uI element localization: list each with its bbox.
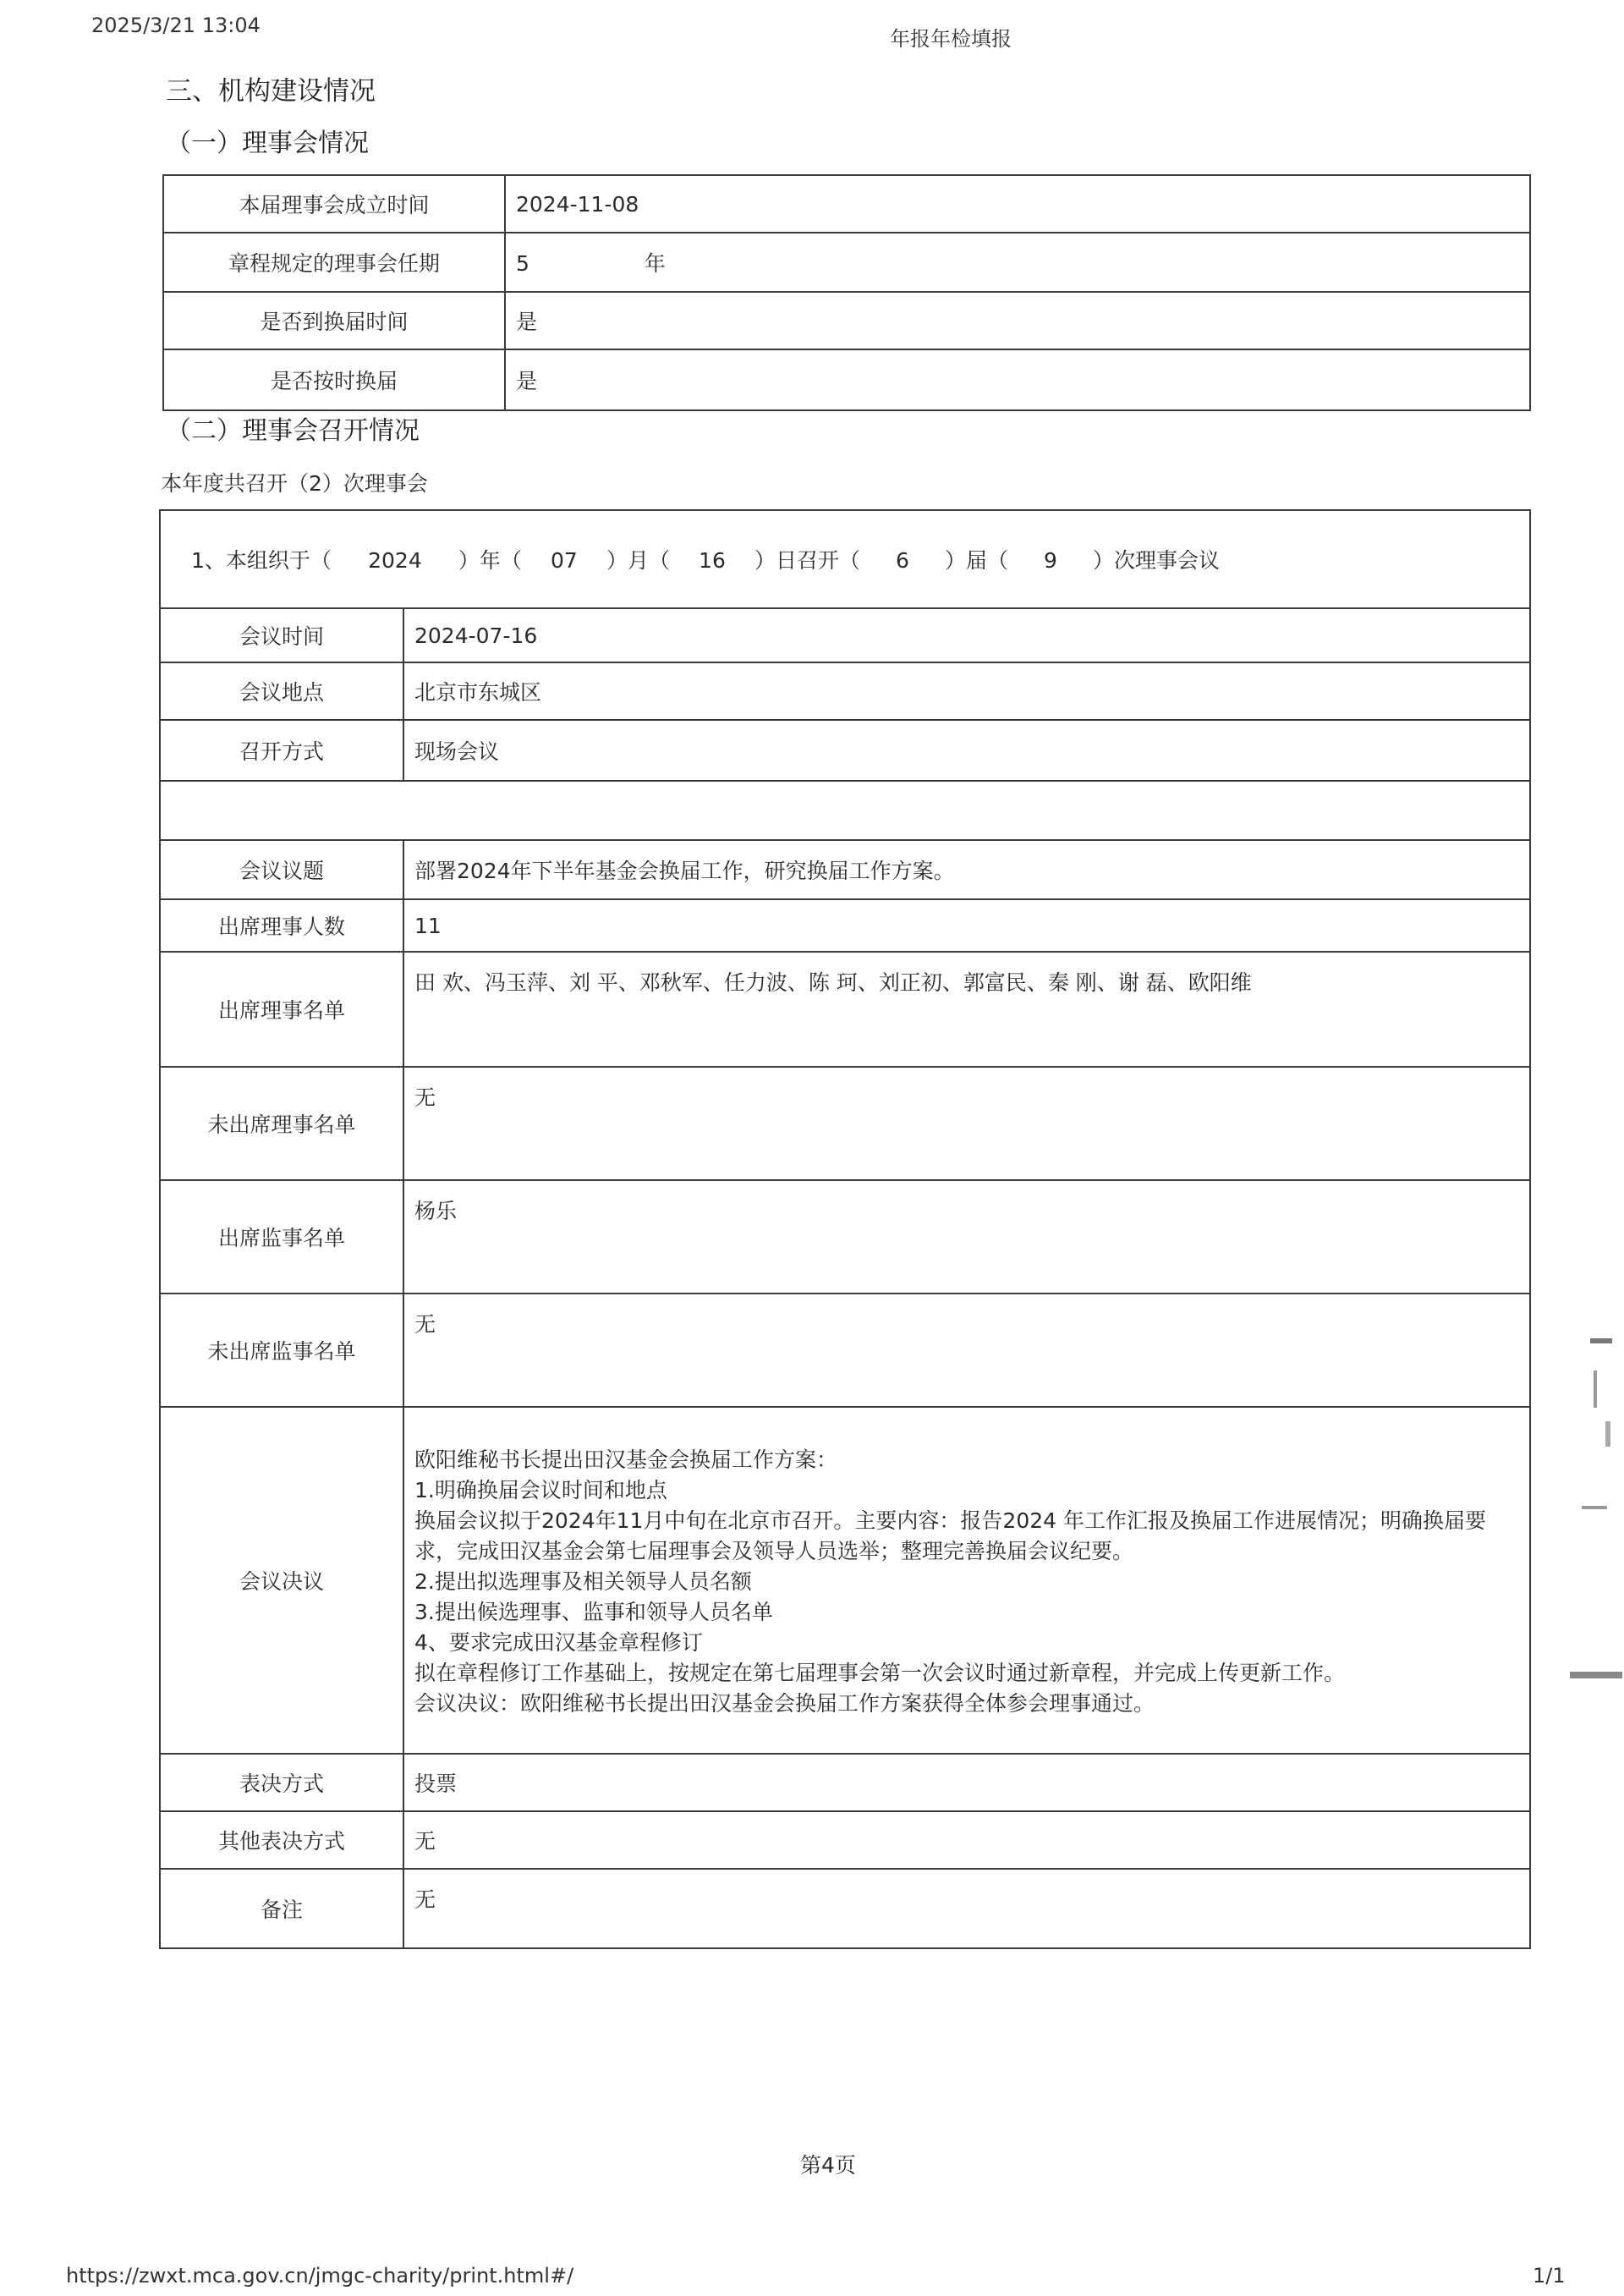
label-other-vote: 其他表决方式 — [160, 1811, 403, 1869]
meeting-number: 9 — [1044, 548, 1057, 573]
resolution-line: 会议决议：欧阳维秘书长提出田汉基金会换届工作方案获得全体参会理事通过。 — [414, 1691, 1155, 1716]
value-attend-list: 田 欢、冯玉萍、刘 平、邓秋军、任力波、陈 珂、刘正初、郭富民、秦 刚、谢 磊、欧阳维 — [403, 952, 1530, 1067]
resolution-line: 3.提出候选理事、监事和领导人员名单 — [414, 1600, 773, 1624]
page-number: 第4页 — [800, 2153, 856, 2178]
row-attend-count — [160, 899, 1530, 952]
meeting-month: 07 — [551, 548, 578, 573]
board-label-due: 是否到换届时间 — [163, 292, 505, 349]
value-other-vote: 无 — [403, 1811, 1530, 1869]
board-label-established: 本届理事会成立时间 — [163, 175, 505, 233]
label-remark: 备注 — [160, 1869, 403, 1948]
meeting-heading-text: ）届（ — [944, 548, 1008, 573]
label-attend-list: 出席理事名单 — [160, 952, 403, 1067]
section-title: 三、机构建设情况 — [166, 76, 376, 107]
resolution-line: 求，完成田汉基金会第七届理事会及领导人员选举；整理完善换届会议纪要。 — [414, 1539, 1134, 1563]
scan-artifact — [1605, 1421, 1610, 1447]
resolution-line: 4、要求完成田汉基金章程修订 — [414, 1630, 703, 1655]
value-meeting-mode: 现场会议 — [403, 720, 1530, 781]
page-header-title: 年报年检填报 — [890, 27, 1012, 51]
label-attend-count: 出席理事人数 — [160, 899, 403, 952]
value-attend-count: 11 — [403, 899, 1530, 952]
value-resolution — [403, 1407, 1530, 1754]
board-label-ontime: 是否按时换届 — [163, 349, 505, 410]
row-vote — [160, 1754, 1530, 1811]
meeting-heading-row — [160, 510, 1530, 608]
board-term-number: 5 — [516, 251, 529, 276]
board-info-table — [162, 174, 1531, 411]
board-row-ontime — [163, 349, 1530, 410]
value-meeting-time: 2024-07-16 — [403, 608, 1530, 662]
board-row-due — [163, 292, 1530, 349]
label-absent-list: 未出席理事名单 — [160, 1067, 403, 1180]
board-term-unit: 年 — [644, 251, 666, 276]
resolution-line: 2.提出拟选理事及相关领导人员名额 — [414, 1569, 752, 1594]
row-remark — [160, 1869, 1530, 1948]
label-meeting-time: 会议时间 — [160, 608, 403, 662]
value-supervisor-list: 杨乐 — [403, 1180, 1530, 1294]
print-page-count: 1/1 — [1533, 2264, 1566, 2288]
meeting-heading — [160, 510, 1530, 608]
meeting-heading-text: ）日召开（ — [754, 548, 860, 573]
label-meeting-topic: 会议议题 — [160, 840, 403, 899]
label-meeting-mode: 召开方式 — [160, 720, 403, 781]
scan-artifact — [1570, 1672, 1622, 1678]
value-vote: 投票 — [403, 1754, 1530, 1811]
resolution-line: 拟在章程修订工作基础上，按规定在第七届理事会第一次会议时通过新章程，并完成上传更新工作。 — [414, 1661, 1346, 1685]
board-value-term — [505, 233, 1530, 292]
meeting-table — [159, 509, 1531, 1949]
row-meeting-time — [160, 608, 1530, 662]
meeting-day: 16 — [699, 548, 726, 573]
print-datetime: 2025/3/21 13:04 — [91, 14, 261, 37]
row-other-vote — [160, 1811, 1530, 1869]
label-supervisor-list: 出席监事名单 — [160, 1180, 403, 1294]
board-value-ontime: 是 — [505, 349, 1530, 410]
value-remark: 无 — [403, 1869, 1530, 1948]
value-absent-supervisor: 无 — [403, 1294, 1530, 1407]
value-absent-list: 无 — [403, 1067, 1530, 1180]
meeting-heading-line — [191, 544, 1519, 574]
meeting-year: 2024 — [368, 548, 422, 573]
subsection-meetings: （二）理事会召开情况 — [166, 416, 420, 446]
label-vote: 表决方式 — [160, 1754, 403, 1811]
value-meeting-topic: 部署2024年下半年基金会换届工作，研究换届工作方案。 — [403, 840, 1530, 899]
row-blank — [160, 781, 1530, 840]
meeting-heading-text: ）次理事会议 — [1092, 548, 1220, 573]
row-meeting-topic — [160, 840, 1530, 899]
scan-artifact — [1594, 1370, 1597, 1408]
blank-cell — [160, 781, 1530, 840]
meeting-count-summary: 本年度共召开（2）次理事会 — [161, 471, 428, 496]
scan-artifact — [1590, 1338, 1612, 1343]
meeting-heading-text: ）年（ — [458, 548, 522, 573]
resolution-line: 欧阳维秘书长提出田汉基金会换届工作方案： — [414, 1447, 838, 1472]
row-meeting-mode — [160, 720, 1530, 781]
board-label-term: 章程规定的理事会任期 — [163, 233, 505, 292]
row-supervisor-list — [160, 1180, 1530, 1294]
row-meeting-place — [160, 662, 1530, 720]
board-value-established: 2024-11-08 — [505, 175, 1530, 233]
resolution-line: 1.明确换届会议时间和地点 — [414, 1478, 667, 1502]
board-value-due: 是 — [505, 292, 1530, 349]
row-attend-list — [160, 952, 1530, 1067]
scan-artifact — [1582, 1506, 1607, 1509]
resolution-line: 换届会议拟于2024年11月中旬在北京市召开。主要内容：报告2024 年工作汇报及换届工作进展情况；明确换届要 — [414, 1508, 1487, 1533]
meeting-heading-text: ）月（ — [606, 548, 670, 573]
print-url: https://zwxt.mca.gov.cn/jmgc-charity/print.html#/ — [66, 2264, 574, 2288]
row-absent-list — [160, 1067, 1530, 1180]
meeting-session: 6 — [896, 548, 909, 573]
meeting-heading-text: 1、本组织于（ — [191, 548, 332, 573]
row-absent-supervisor — [160, 1294, 1530, 1407]
subsection-board-info: （一）理事会情况 — [166, 129, 369, 158]
label-meeting-place: 会议地点 — [160, 662, 403, 720]
row-resolution — [160, 1407, 1530, 1754]
board-row-term — [163, 233, 1530, 292]
label-resolution: 会议决议 — [160, 1407, 403, 1754]
board-row-established — [163, 175, 1530, 233]
value-meeting-place: 北京市东城区 — [403, 662, 1530, 720]
label-absent-supervisor: 未出席监事名单 — [160, 1294, 403, 1407]
